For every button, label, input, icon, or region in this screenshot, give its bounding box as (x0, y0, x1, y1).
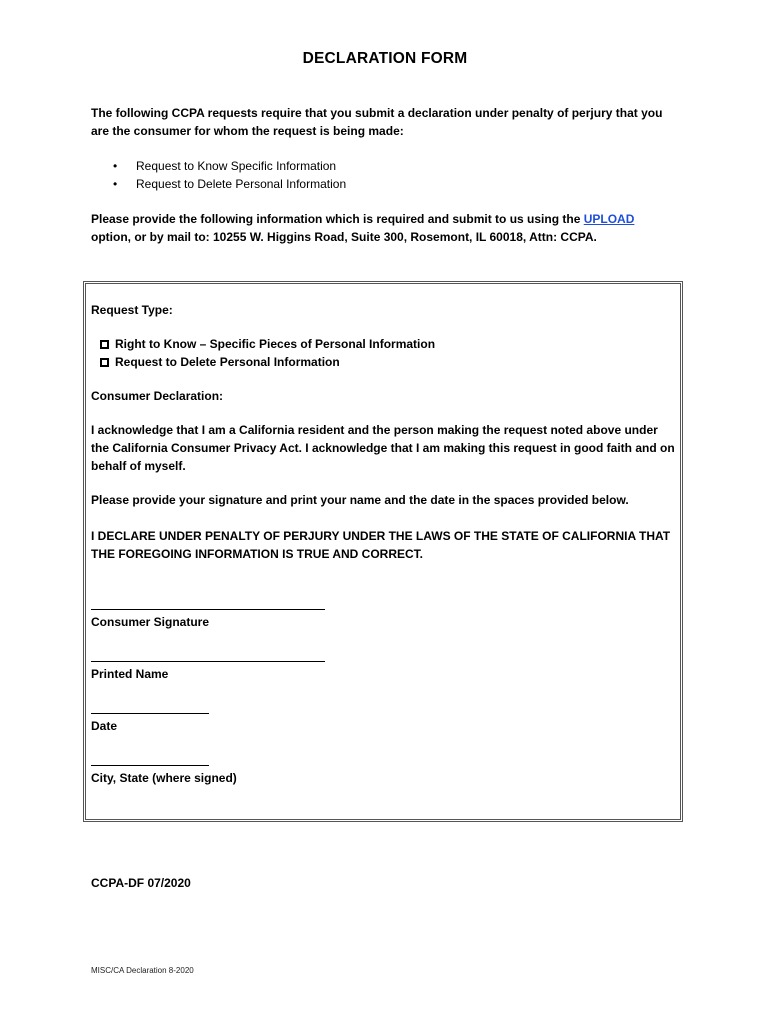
perjury-declaration: I DECLARE UNDER PENALTY OF PERJURY UNDER THE LAWS OF THE STATE OF CALIFORNIA THAT THE FOREGOING INFORMATION IS TRUE AND CORRECT. (91, 529, 671, 561)
date-label: Date (91, 719, 118, 733)
printed-name-line[interactable] (91, 661, 325, 662)
list-item (91, 175, 651, 193)
city-state-label: City, State (where signed) (91, 771, 237, 785)
request-type-label: Request Type: (91, 303, 173, 317)
instruction-address: option, or by mail to: 10255 W. Higgins Road, Suite 300, Rosemont, IL 60018, Attn: CCPA. (91, 230, 597, 244)
bullet-text: Request to Delete Personal Information (136, 177, 347, 191)
printed-name-label: Printed Name (91, 667, 169, 681)
page-title: DECLARATION FORM (302, 50, 468, 67)
option-label: Right to Know – Specific Pieces of Personal Information (115, 337, 436, 351)
intro-paragraph: The following CCPA requests require that you submit a declaration under penalty of perjury that you are the consumer for whom the request is being made: (91, 106, 663, 138)
request-bullet-list (91, 157, 651, 193)
signature-label: Consumer Signature (91, 615, 210, 629)
bullet-icon: • (113, 159, 118, 173)
upload-link[interactable]: UPLOAD (583, 212, 635, 226)
bullet-text: Request to Know Specific Information (136, 159, 337, 173)
checkbox-icon[interactable] (100, 340, 109, 349)
list-item (91, 157, 651, 175)
signature-instruction: Please provide your signature and print your name and the date in the spaces provided below. (91, 493, 629, 507)
bullet-icon: • (113, 177, 118, 191)
instruction-text: Please provide the following information which is required and submit to us using the (91, 212, 584, 226)
checkbox-icon[interactable] (100, 358, 109, 367)
option-label: Request to Delete Personal Information (115, 355, 340, 369)
signature-line[interactable] (91, 609, 325, 610)
consumer-declaration-label: Consumer Declaration: (91, 389, 224, 403)
footer-small-print: MISC/CA Declaration 8-2020 (91, 966, 194, 975)
date-line[interactable] (91, 713, 209, 714)
acknowledgement-text: I acknowledge that I am a California resident and the person making the request noted above under the California Consumer Privacy Act. I acknowledge that I am making this request in good faith and on behalf of myself. (91, 423, 675, 473)
option-right-to-know[interactable] (100, 335, 435, 353)
city-state-line[interactable] (91, 765, 209, 766)
option-request-to-delete[interactable] (100, 353, 340, 371)
instruction-paragraph (91, 210, 681, 246)
form-code: CCPA-DF 07/2020 (91, 876, 191, 890)
